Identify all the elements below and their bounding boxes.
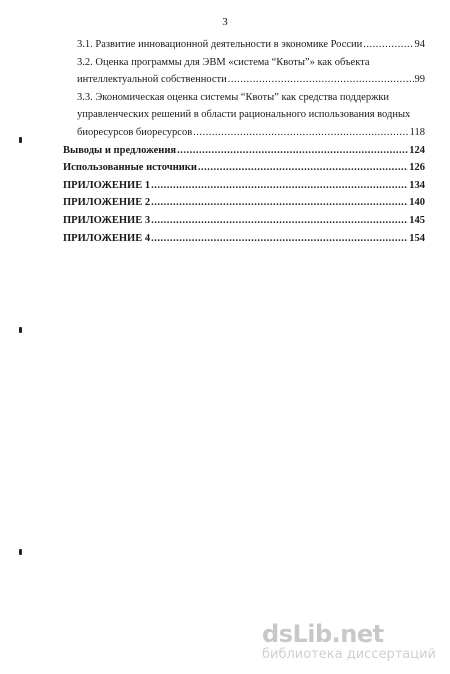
watermark-tagline: библиотека диссертаций — [262, 647, 436, 662]
toc-leader-dots — [151, 194, 408, 212]
toc-entry-title: Использованные источники — [63, 162, 197, 174]
toc-entry-title: ПРИЛОЖЕНИЕ 2 — [63, 197, 151, 209]
toc-entry — [63, 177, 425, 195]
toc-entry-title: ПРИЛОЖЕНИЕ 3 — [63, 214, 151, 226]
scan-mark — [19, 327, 22, 333]
toc-leader-dots — [151, 230, 408, 248]
toc-page-number: 140 — [409, 197, 425, 209]
table-of-contents — [63, 36, 425, 247]
toc-entry — [63, 36, 425, 54]
watermark — [262, 621, 436, 662]
toc-entry-title: ПРИЛОЖЕНИЕ 4 — [63, 232, 151, 244]
toc-leader-dots — [151, 212, 408, 230]
scan-mark — [19, 137, 22, 143]
toc-leader-dots — [198, 159, 408, 177]
toc-entry-title: ПРИЛОЖЕНИЕ 1 — [63, 179, 151, 191]
toc-entry — [63, 159, 425, 177]
toc-page-number: 99 — [414, 74, 425, 86]
toc-entry — [63, 89, 425, 142]
toc-entry — [63, 230, 425, 248]
toc-entry-title: интеллектуальной собственности — [77, 74, 227, 86]
toc-entry-text-line: 3.3. Экономическая оценка системы “Квоты” как средства поддержки — [77, 91, 390, 103]
toc-entry-title: 3.1. Развитие инновационной деятельности в экономике России — [77, 39, 363, 50]
toc-entry — [63, 142, 425, 160]
toc-entry-title: биоресурсов биоресурсов — [77, 126, 193, 138]
toc-page-number: 94 — [414, 39, 425, 50]
toc-leader-dots — [177, 142, 408, 160]
toc-page-number: 154 — [409, 232, 425, 244]
toc-page-number: 145 — [409, 214, 425, 226]
toc-entry-text-line: 3.2. Оценка программы для ЭВМ «система “Квоты”» как объекта — [77, 56, 370, 68]
toc-entry-text-line: управленческих решений в области рационального использования водных — [77, 109, 411, 121]
toc-page-number: 134 — [409, 179, 425, 191]
toc-leader-dots — [363, 36, 413, 54]
scan-mark — [19, 549, 22, 555]
toc-entry — [63, 54, 425, 89]
toc-page-number: 124 — [409, 144, 425, 156]
toc-entry-title: Выводы и предложения — [63, 144, 177, 156]
toc-leader-dots — [193, 124, 408, 142]
toc-leader-dots — [228, 71, 414, 89]
toc-entry — [63, 194, 425, 212]
toc-entry — [63, 212, 425, 230]
toc-page-number: 126 — [409, 162, 425, 174]
toc-leader-dots — [151, 177, 408, 195]
watermark-logo: dsLib.net — [262, 620, 384, 648]
toc-page-number: 118 — [409, 126, 425, 138]
page-number: 3 — [222, 16, 228, 28]
